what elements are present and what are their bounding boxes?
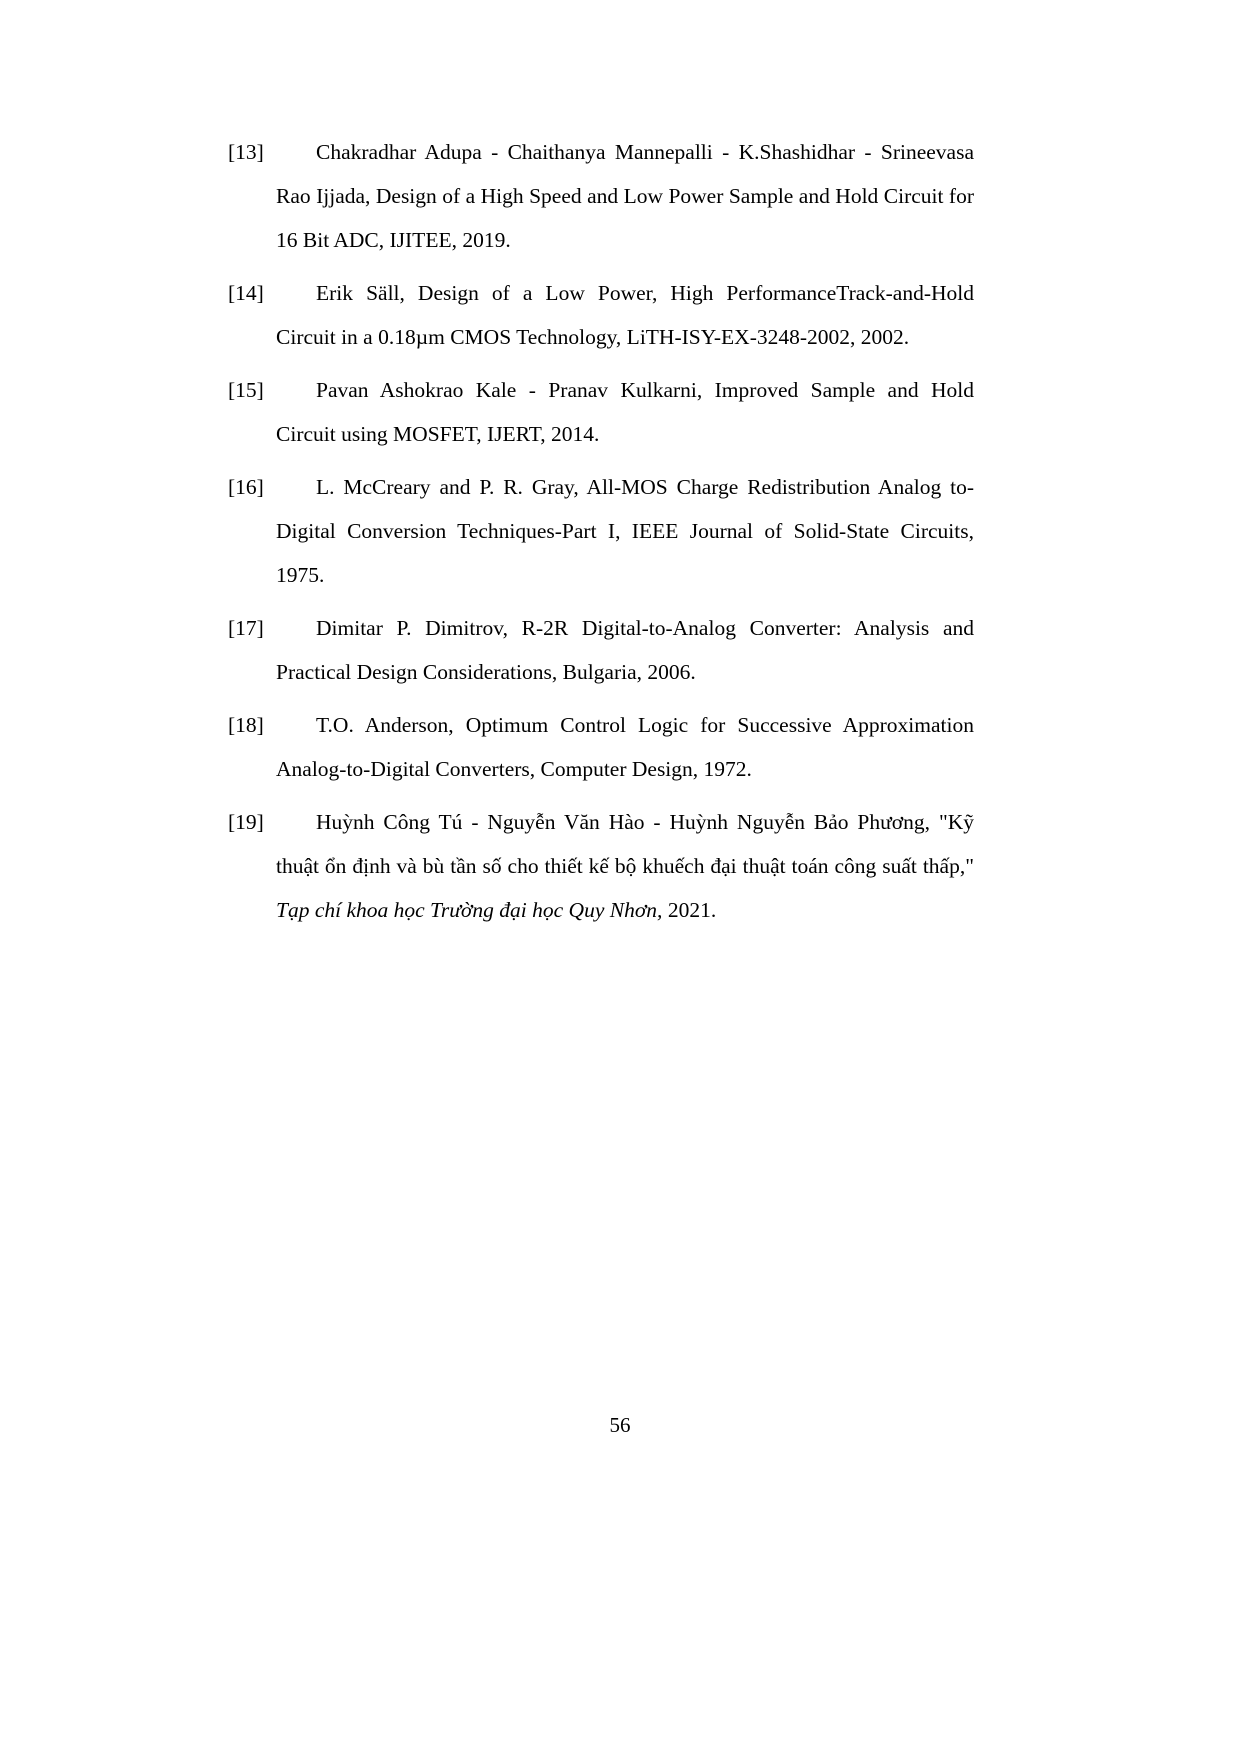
reference-text-segment: Erik Säll, Design of a Low Power, High PerformanceTrack-and-Hold Circuit in a 0.18µm CMOS Technology, LiTH-ISY-EX-3248-2002, 2002.	[276, 281, 974, 349]
reference-item	[228, 606, 974, 694]
reference-text-segment: 2021.	[662, 898, 717, 922]
reference-text-segment: Pavan Ashokrao Kale - Pranav Kulkarni, Improved Sample and Hold Circuit using MOSFET, IJERT, 2014.	[276, 378, 974, 446]
reference-text	[276, 616, 974, 684]
page-number: 56	[609, 1413, 631, 1437]
reference-label: [17]	[228, 616, 264, 640]
reference-text	[276, 140, 974, 252]
reference-label: [14]	[228, 281, 264, 305]
reference-text	[276, 475, 974, 587]
reference-item	[228, 271, 974, 359]
reference-label: [19]	[228, 810, 264, 834]
reference-label: [18]	[228, 713, 264, 737]
reference-item	[228, 703, 974, 791]
reference-text	[276, 810, 974, 922]
reference-text	[276, 713, 974, 781]
reference-text	[276, 378, 974, 446]
reference-text	[276, 281, 974, 349]
reference-item	[228, 130, 974, 262]
reference-text-segment: Huỳnh Công Tú - Nguyễn Văn Hào - Huỳnh Nguyễn Bảo Phương, "Kỹ thuật ổn định và bù tần số cho thiết kế bộ khuếch đại thuật toán công suất thấp,"	[276, 810, 974, 878]
references-list	[228, 130, 974, 941]
reference-label: [15]	[228, 378, 264, 402]
reference-label: [16]	[228, 475, 264, 499]
reference-text-segment: Dimitar P. Dimitrov, R-2R Digital-to-Analog Converter: Analysis and Practical Design Considerations, Bulgaria, 2006.	[276, 616, 974, 684]
reference-text-segment: Chakradhar Adupa - Chaithanya Mannepalli - K.Shashidhar - Srineevasa Rao Ijjada, Design of a High Speed and Low Power Sample and Hold Circuit for 16 Bit ADC, IJITEE, 2019.	[276, 140, 974, 252]
reference-item	[228, 368, 974, 456]
reference-text-segment: T.O. Anderson, Optimum Control Logic for Successive Approximation Analog-to-Digital Converters, Computer Design, 1972.	[276, 713, 974, 781]
reference-text-segment: L. McCreary and P. R. Gray, All-MOS Charge Redistribution Analog to-Digital Conversion Techniques-Part I, IEEE Journal of Solid-State Circuits, 1975.	[276, 475, 974, 587]
reference-label: [13]	[228, 140, 264, 164]
reference-journal-italic: Tạp chí khoa học Trường đại học Quy Nhơn,	[276, 898, 663, 922]
reference-item	[228, 465, 974, 597]
reference-item	[228, 800, 974, 932]
